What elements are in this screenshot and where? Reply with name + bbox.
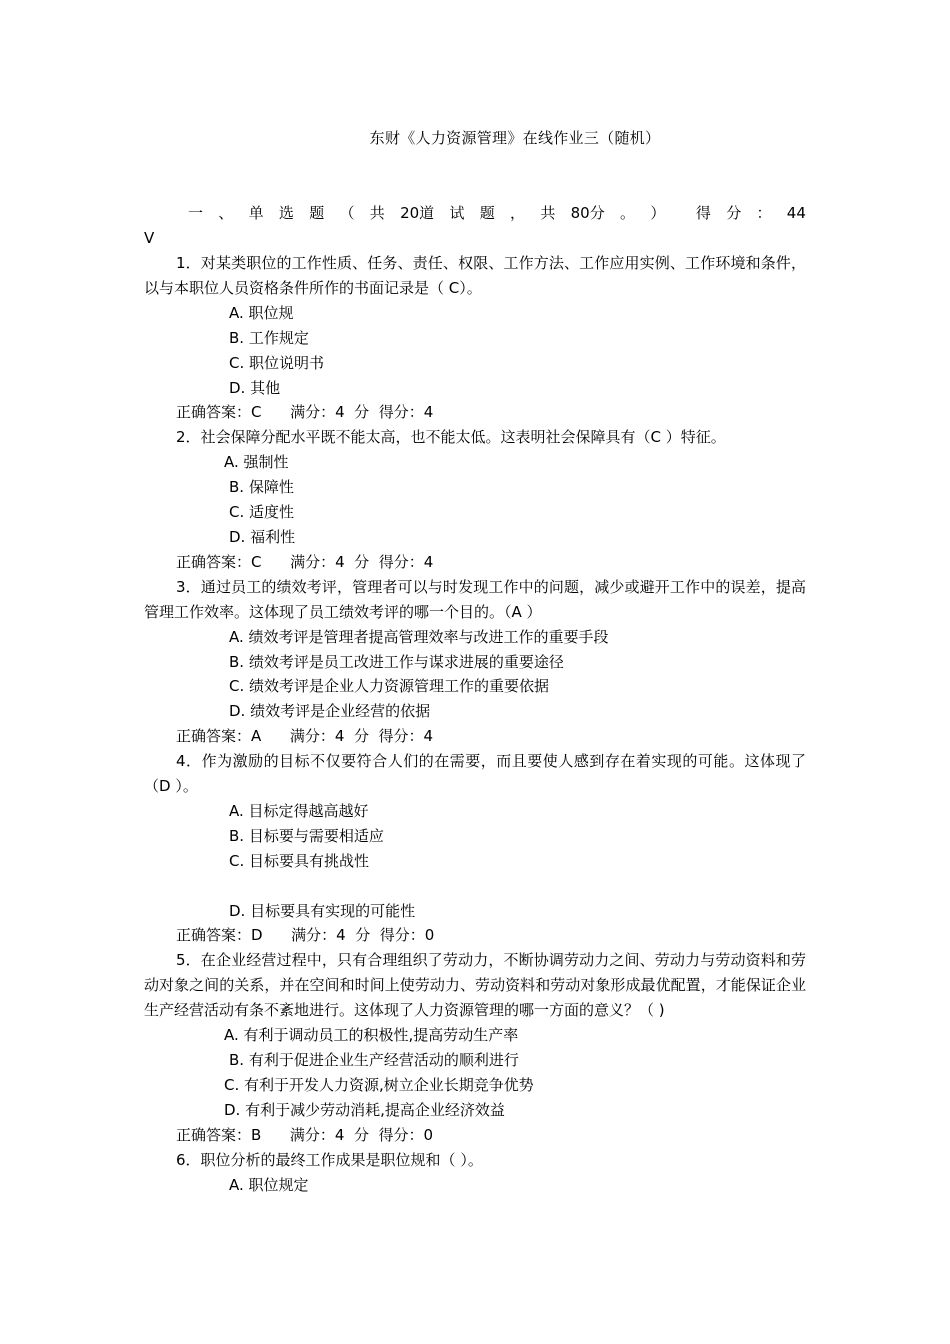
option: B. 绩效考评是员工改进工作与谋求进展的重要途径 [229,652,564,671]
question-list [144,251,806,1197]
option: A. 强制性 [224,453,289,472]
section-char: ） [650,204,666,222]
section-score: 44 [786,204,806,222]
option: A. 职位规定 [229,1175,309,1194]
section-char: 共 [540,204,556,222]
answer-line: 正确答案：C 满分：4 分 得分：4 [176,403,434,422]
section-char: 80分 [570,204,605,222]
option: A. 绩效考评是管理者提高管理效率与改进工作的重要手段 [229,627,609,646]
option: D. 有利于减少劳动消耗,提高企业经济效益 [224,1100,505,1119]
option: D. 目标要具有实现的可能性 [229,901,416,920]
option: D. 福利性 [229,527,296,546]
section-header-wrap: V [144,229,155,247]
option: B. 工作规定 [229,328,309,347]
section-char: 得 [695,204,711,222]
section-char: 单 [248,204,264,222]
section-char: 题 [479,204,495,222]
section-char: ： [756,204,772,222]
option: D. 绩效考评是企业经营的依据 [229,702,431,721]
question-text: 4．作为激励的目标不仅要符合人们的在需要，而且要使人感到存在着实现的可能。这体现了（D ）。 [144,752,806,796]
option: C. 绩效考评是企业人力资源管理工作的重要依据 [229,677,550,696]
section-char: 试 [449,204,465,222]
option: B. 保障性 [229,478,294,497]
question-text: 6．职位分析的最终工作成果是职位规和（ ）。 [176,1150,483,1169]
section-char: （ [339,204,355,222]
option: C. 目标要具有挑战性 [229,851,370,870]
question-text: 3．通过员工的绩效考评，管理者可以与时发现工作中的问题，减少或避开工作中的误差，提高管理工作效率。这体现了员工绩效考评的哪一个目的。（A ） [144,577,806,621]
section-char: 共 [369,204,385,222]
answer-line: 正确答案：B 满分：4 分 得分：0 [176,1125,434,1144]
section-char: 一 [188,204,204,222]
option: A. 职位规 [229,303,294,322]
answer-line: 正确答案：D 满分：4 分 得分：0 [176,926,435,945]
section-char: 题 [309,204,325,222]
section-char: 20道 [400,204,435,222]
section-char: 分 [726,204,742,222]
answer-line: 正确答案：A 满分：4 分 得分：4 [176,727,434,746]
document-title: 东财《人力资源管理》在线作业三（随机） [369,129,661,147]
blank-line [144,874,806,899]
option: B. 有利于促进企业生产经营活动的顺利进行 [229,1050,519,1069]
section-char: ， [510,204,526,222]
question-text: 2．社会保障分配水平既不能太高，也不能太低。这表明社会保障具有（C ）特征。 [176,428,726,447]
option: C. 适度性 [229,503,295,522]
section-header [144,201,806,251]
option: A. 有利于调动员工的积极性,提高劳动生产率 [224,1026,519,1045]
question-text: 1．对某类职位的工作性质、任务、责任、权限、工作方法、工作应用实例、工作环境和条件，以与本职位人员资格条件所作的书面记录是（ C）。 [144,254,806,297]
section-char: 。 [620,204,636,222]
question-text: 5．在企业经营过程中，只有合理组织了劳动力，不断协调劳动力之间、劳动力与劳动资料和劳动对象之间的关系，并在空间和时间上使劳动力、劳动资料和劳动对象形成最优配置，才能保证企业生产经营活动有条不紊地进行。这体现了人力资源管理的哪一方面的意义？（ ) [144,951,806,1020]
option: C. 职位说明书 [229,353,325,372]
option: C. 有利于开发人力资源,树立企业长期竞争优势 [224,1075,534,1094]
section-char: 、 [218,204,234,222]
section-char: 选 [278,204,294,222]
answer-line: 正确答案：C 满分：4 分 得分：4 [176,552,434,571]
option: A. 目标定得越高越好 [229,801,369,820]
section-header-row [144,201,806,226]
option: D. 其他 [229,378,281,397]
option: B. 目标要与需要相适应 [229,826,384,845]
